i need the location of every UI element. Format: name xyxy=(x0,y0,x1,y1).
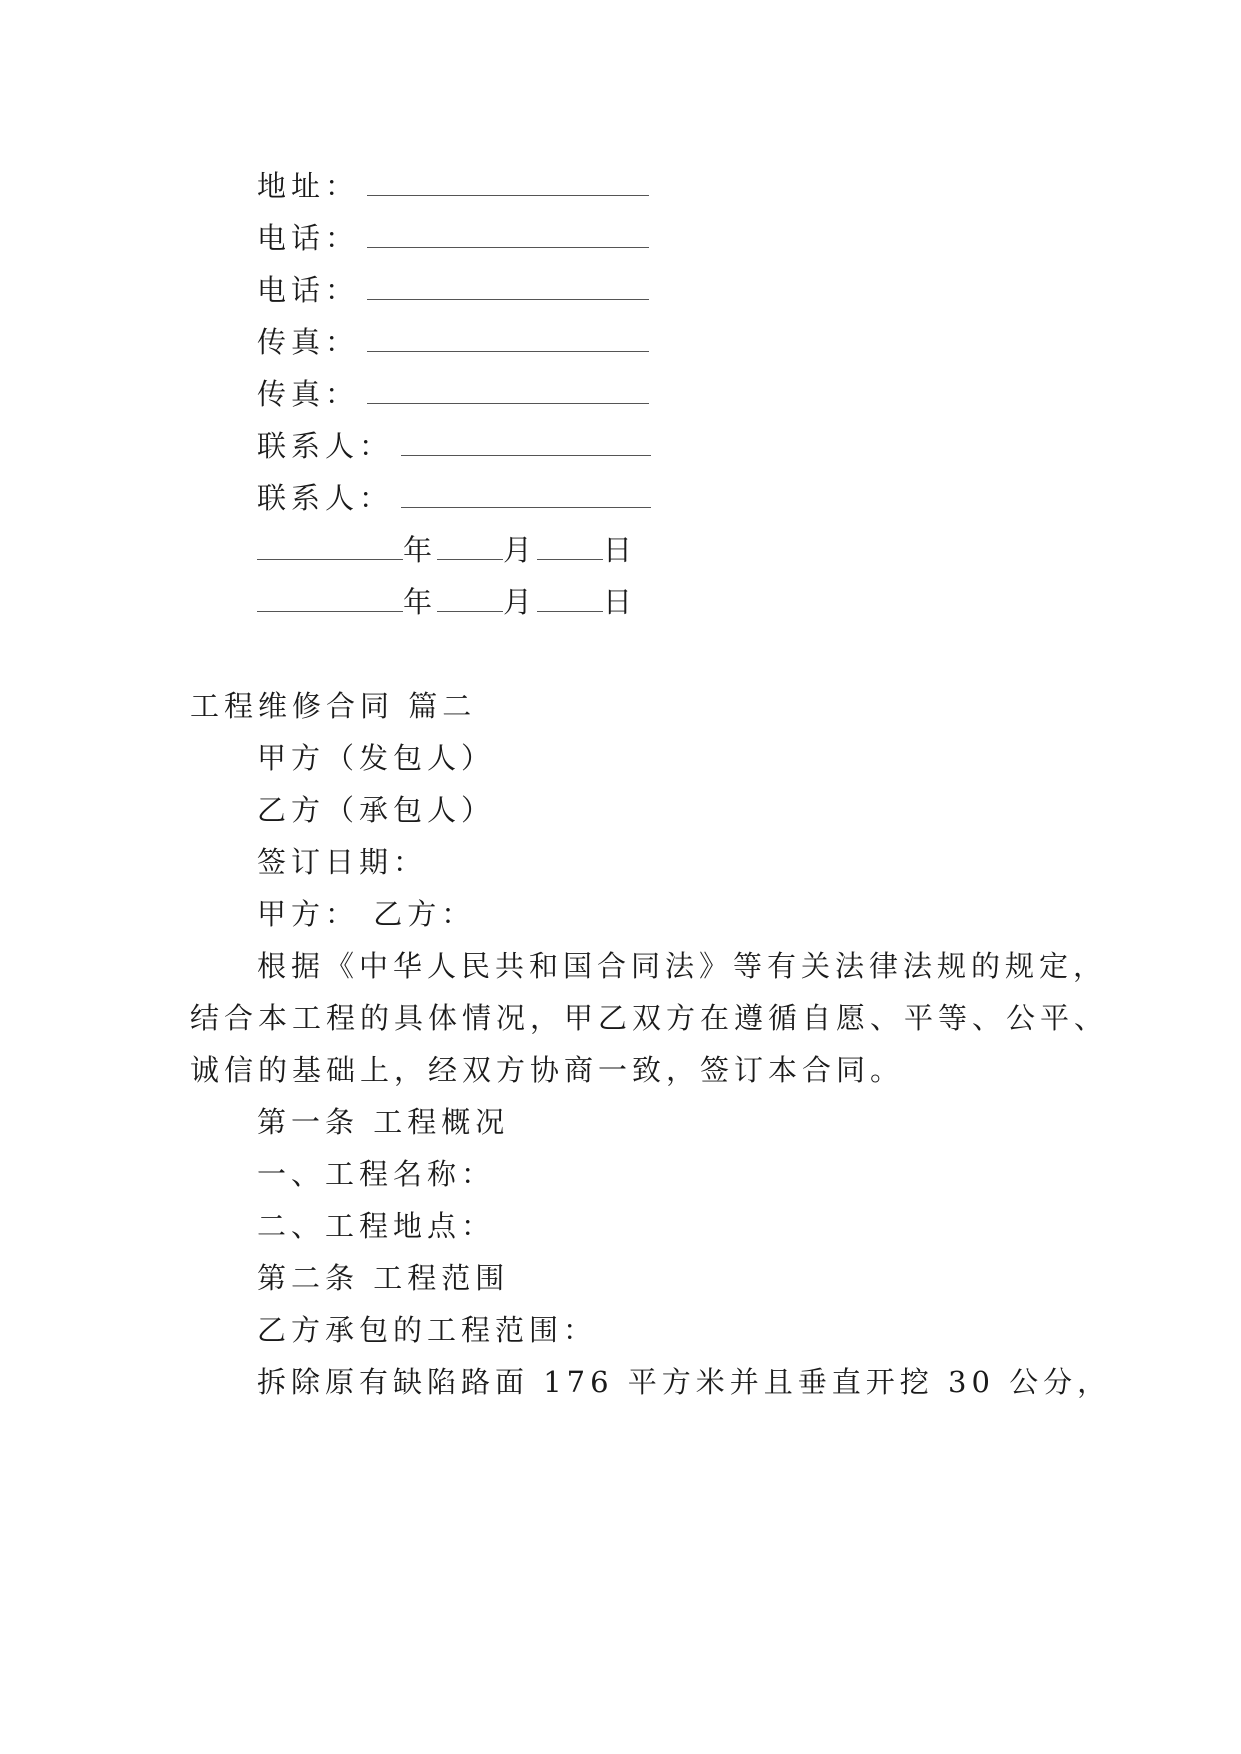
article-1-item-1: 一、工程名称： xyxy=(257,1157,496,1191)
day-label: 日 xyxy=(603,533,638,567)
year-label: 年 xyxy=(403,533,438,567)
preamble-line-3: 诚信的基础上，经双方协商一致，签订本合同。 xyxy=(190,1053,905,1087)
contact-field-1 xyxy=(257,426,651,466)
sign-date-label: 签订日期： xyxy=(257,845,428,879)
preamble-line-1: 根据《中华人民共和国合同法》等有关法律法规的规定， xyxy=(257,949,1108,983)
parties-line: 甲方： 乙方： xyxy=(257,897,476,931)
section-title: 工程维修合同 篇二 xyxy=(190,689,477,723)
party-a-heading: 甲方（发包人） xyxy=(257,741,496,775)
fax-label: 传真： xyxy=(257,377,360,411)
address-field xyxy=(257,166,649,206)
date-field-1 xyxy=(257,530,637,570)
phone-blank xyxy=(367,223,649,248)
year-label: 年 xyxy=(403,585,438,619)
preamble-line-2: 结合本工程的具体情况，甲乙双方在遵循自愿、平等、公平、 xyxy=(190,1001,1109,1035)
article-1-item-2: 二、工程地点： xyxy=(257,1209,496,1243)
fax-blank xyxy=(367,327,649,352)
phone-field-1 xyxy=(257,218,649,258)
article-2-detail: 拆除原有缺陷路面 176 平方米并且垂直开挖 30 公分， xyxy=(257,1365,1112,1399)
fax-blank xyxy=(367,379,649,404)
address-blank xyxy=(367,171,649,196)
month-blank xyxy=(437,535,503,560)
day-label: 日 xyxy=(603,585,638,619)
contact-label: 联系人： xyxy=(257,481,394,515)
article-2-scope: 乙方承包的工程范围： xyxy=(257,1313,598,1347)
contact-field-2 xyxy=(257,478,651,518)
phone-field-2 xyxy=(257,270,649,310)
party-b-heading: 乙方（承包人） xyxy=(257,793,496,827)
article-2-title: 第二条 工程范围 xyxy=(257,1261,510,1295)
phone-label: 电话： xyxy=(257,221,360,255)
phone-blank xyxy=(367,275,649,300)
fax-label: 传真： xyxy=(257,325,360,359)
contact-blank xyxy=(401,431,651,456)
day-blank xyxy=(537,535,603,560)
month-blank xyxy=(437,587,503,612)
phone-label: 电话： xyxy=(257,273,360,307)
article-1-title: 第一条 工程概况 xyxy=(257,1105,510,1139)
contact-blank xyxy=(401,483,651,508)
date-field-2 xyxy=(257,582,637,622)
day-blank xyxy=(537,587,603,612)
address-label: 地址： xyxy=(257,169,360,203)
year-blank xyxy=(257,535,403,560)
month-label: 月 xyxy=(503,585,538,619)
year-blank xyxy=(257,587,403,612)
fax-field-2 xyxy=(257,374,649,414)
contact-label: 联系人： xyxy=(257,429,394,463)
month-label: 月 xyxy=(503,533,538,567)
fax-field-1 xyxy=(257,322,649,362)
